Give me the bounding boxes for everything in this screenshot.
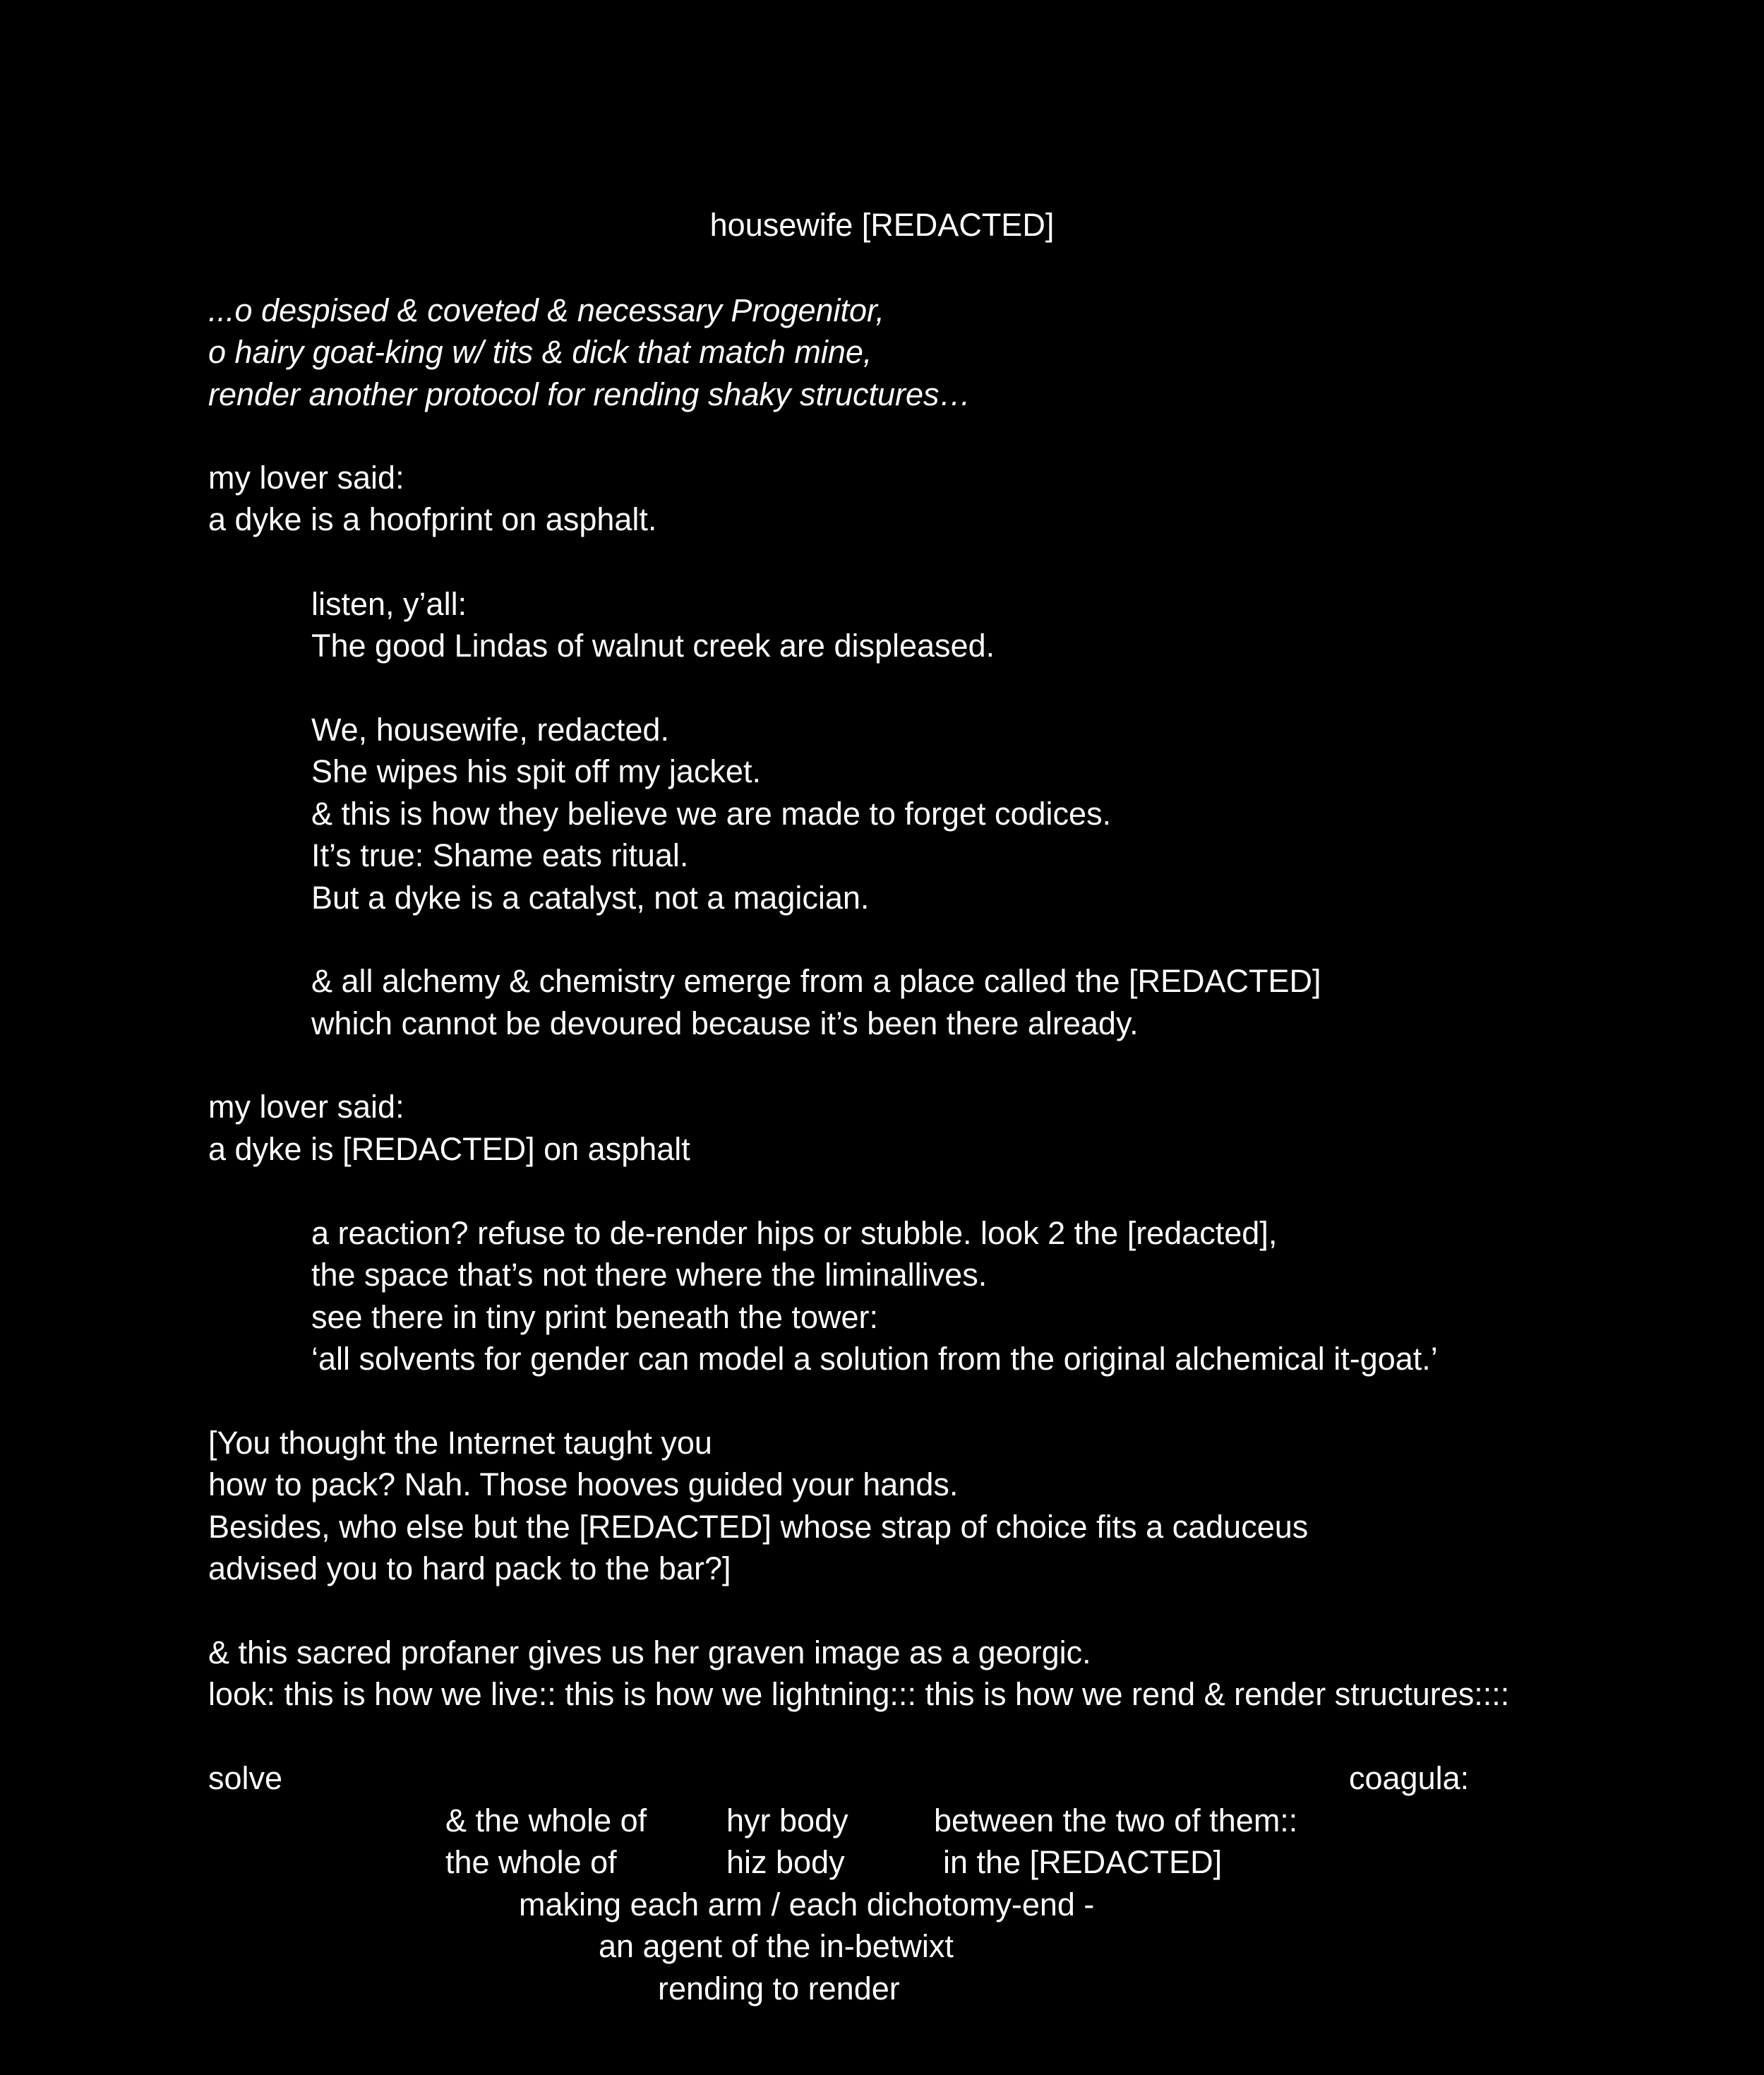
solve-word: solve <box>208 1760 283 1796</box>
scatter-phrase: hyr body <box>726 1802 848 1838</box>
scatter-phrase: hiz body <box>726 1844 845 1880</box>
poem-line: look: this is how we live:: this is how we lightning::: this is how we rend & render structures:::: <box>208 1676 1510 1712</box>
poem-line-indented: & this is how they believe we are made to forget codices. <box>311 796 1112 832</box>
poem-line: how to pack? Nah. Those hooves guided your hands. <box>208 1466 959 1502</box>
coagula-word: coagula: <box>1349 1760 1470 1796</box>
scatter-phrase: & the whole of <box>445 1802 647 1838</box>
poem-line-indented: see there in tiny print beneath the tower: <box>311 1299 878 1335</box>
poem-line-indented: the space that’s not there where the liminallives. <box>311 1257 988 1293</box>
scatter-phrase: between the two of them:: <box>934 1802 1298 1838</box>
poem-line-indented: It’s true: Shame eats ritual. <box>311 837 689 873</box>
poem-line: [You thought the Internet taught you <box>208 1425 712 1461</box>
scatter-phrase: an agent of the in-betwixt <box>599 1928 954 1964</box>
poem-line: a dyke is [REDACTED] on asphalt <box>208 1131 690 1167</box>
poem-line: advised you to hard pack to the bar?] <box>208 1550 731 1586</box>
scatter-phrase: in the [REDACTED] <box>943 1844 1223 1880</box>
poem-line-indented: We, housewife, redacted. <box>311 712 669 748</box>
poem-line: Besides, who else but the [REDACTED] whose strap of choice fits a caduceus <box>208 1509 1309 1545</box>
poem-line-indented: which cannot be devoured because it’s been there already. <box>311 1005 1139 1041</box>
poem-line-indented: listen, y’all: <box>311 586 467 622</box>
poem-line: & this sacred profaner gives us her graven image as a georgic. <box>208 1634 1091 1670</box>
poem-line-indented: But a dyke is a catalyst, not a magician. <box>311 880 870 916</box>
poem-line-indented: & all alchemy & chemistry emerge from a place called the [REDACTED] <box>311 963 1321 999</box>
scatter-phrase: rending to render <box>658 1971 900 2007</box>
poem-line: a dyke is a hoofprint on asphalt. <box>208 501 657 537</box>
scatter-phrase: making each arm / each dichotomy-end - <box>519 1886 1095 1922</box>
epigraph-line: ...o despised & coveted & necessary Progenitor, <box>208 292 885 328</box>
poem-line-indented: ‘all solvents for gender can model a solution from the original alchemical it-goat.’ <box>311 1341 1438 1377</box>
poem-line: my lover said: <box>208 460 404 496</box>
poem-line-indented: a reaction? refuse to de-render hips or stubble. look 2 the [redacted], <box>311 1215 1278 1251</box>
poem-title: housewife [REDACTED] <box>709 207 1055 243</box>
poem-line: my lover said: <box>208 1089 404 1125</box>
poem-line-indented: The good Lindas of walnut creek are displeased. <box>311 628 995 664</box>
epigraph-line: render another protocol for rending shaky structures… <box>208 376 971 412</box>
epigraph-line: o hairy goat-king w/ tits & dick that match mine, <box>208 334 872 370</box>
scatter-phrase: the whole of <box>445 1844 617 1880</box>
poem-line-indented: She wipes his spit off my jacket. <box>311 753 761 789</box>
